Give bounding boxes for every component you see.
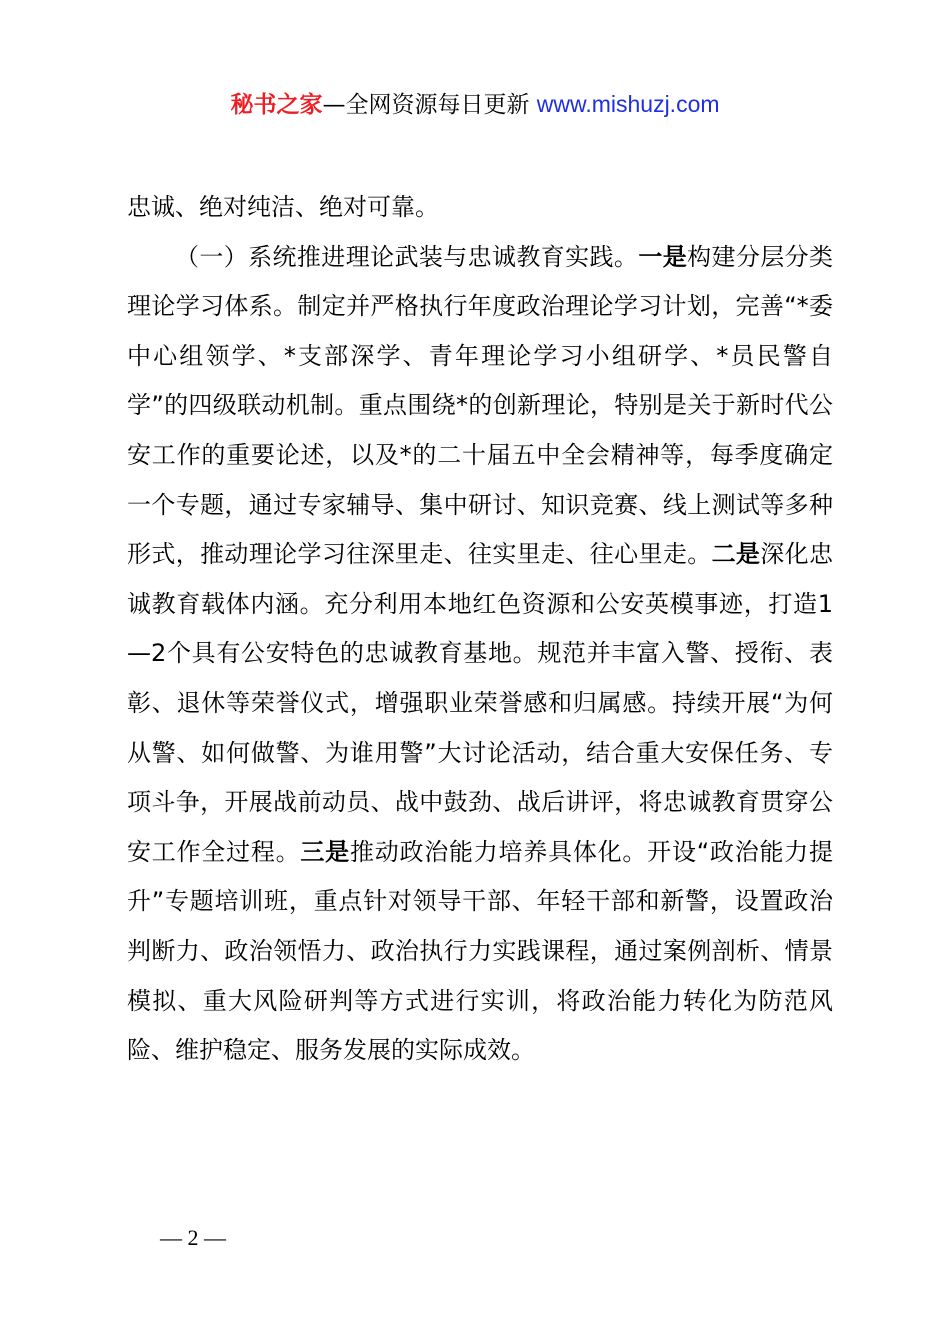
point2-text: 深化忠诚教育载体内涵。充分利用本地红色资源和公安英模事迹，打造1—2个具有公安特色的忠诚教育基地。规范并丰富入警、授衔、表彰、退休等荣誉仪式，增强职业荣誉感和归属感。持续开展“为何从警、如何做警、为谁用警”大讨论活动，结合重大安保任务、专项斗争，开展战前动员、战中鼓劲、战后讲评，将忠诚教育贯穿公安工作全过程。 — [127, 540, 834, 866]
point1-text: 构建分层分类理论学习体系。制定并严格执行年度政治理论学习计划，完善“*委中心组领学、*支部深学、青年理论学习小组研学、*员民警自学”的四级联动机制。重点围绕*的创新理论，特别是关于新时代公安工作的重要论述，以及*的二十届五中全会精神等，每季度确定一个专题，通过专家辅导、集中研讨、知识竞赛、线上测试等多种形式，推动理论学习往深里走、往实里走、往心里走。 — [127, 242, 834, 569]
page-number: — 2 — — [160, 1225, 226, 1250]
point3-text: 推动政治能力培养具体化。开设“政治能力提升”专题培训班，重点针对领导干部、年轻干部和新警，设置政治判断力、政治领悟力、政治执行力实践课程，通过案例剖析、情景模拟、重大风险研判等方式进行实训，将政治能力转化为防范风险、维护稳定、服务发展的实际成效。 — [127, 837, 834, 1065]
header-url[interactable]: www.mishuzj.com — [536, 91, 720, 117]
point1-label: 一是 — [638, 242, 688, 271]
point2-label: 二是 — [711, 540, 761, 569]
point3-label: 三是 — [300, 837, 350, 866]
page-header — [0, 86, 950, 123]
section-title: （一）系统推进理论武装与忠诚教育实践。 — [175, 242, 639, 271]
section-paragraph — [127, 233, 833, 1076]
opening-line: 忠诚、绝对纯洁、绝对可靠。 — [127, 193, 439, 221]
brand-name: 秘书之家 — [230, 92, 323, 118]
header-tagline: —全网资源每日更新 — [322, 92, 537, 118]
document-body — [127, 183, 833, 1076]
